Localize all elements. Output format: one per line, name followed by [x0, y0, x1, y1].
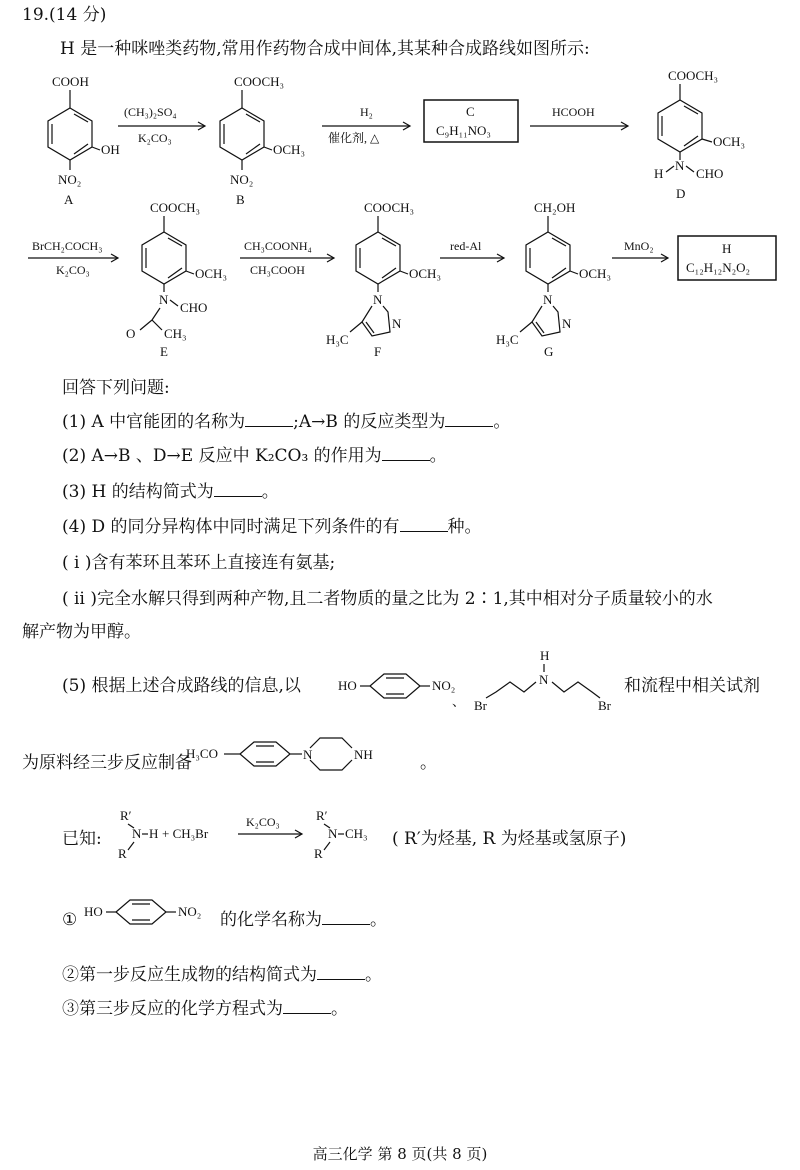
g-h3c: H₃C — [496, 332, 519, 347]
r2-h: H — [540, 648, 550, 663]
q1-part-a: (1) A 中官能团的名称为 — [62, 412, 246, 432]
e-ch3: CH₃ — [164, 326, 187, 341]
q1-end: 。 — [493, 412, 511, 432]
q3-part-a: (3) H 的结构简式为 — [62, 482, 214, 502]
e-och3: OCH₃ — [195, 266, 227, 281]
b-no2: NO₂ — [230, 172, 254, 187]
question-header — [22, 4, 106, 26]
r2-br2: Br — [598, 698, 611, 713]
question-4 — [62, 516, 482, 538]
q5-part-b: 和流程中相关试剂 — [624, 676, 760, 696]
sub-question-3 — [62, 998, 348, 1020]
d-och3: OCH₃ — [713, 134, 745, 149]
question-4-cond-ii-line2: 解产物为甲醇。 — [22, 622, 141, 642]
q4-end: 种。 — [447, 517, 482, 537]
q5-reactants — [334, 646, 624, 716]
h-label: H — [722, 241, 732, 256]
known-note: ( R′为烃基, R 为烃基或氢原子) — [392, 829, 627, 849]
r1-ho: HO — [338, 678, 357, 693]
question-4-cond-ii-line1: ( ⅱ )完全水解只得到两种产物,且二者物质的量之比为 2∶1,其中相对分子质量较小的水 — [62, 589, 713, 609]
t-nh: NH — [354, 747, 373, 762]
a-no2: NO₂ — [58, 172, 82, 187]
known-reaction — [114, 806, 394, 866]
q5-part-d: 。 — [420, 753, 437, 773]
g-n1: N — [543, 292, 553, 307]
a-cooh: COOH — [52, 74, 89, 89]
r2-n: N — [539, 672, 549, 687]
e-o: O — [126, 326, 136, 341]
reagent-bc-bottom: 催化剂, △ — [328, 131, 380, 145]
f-cooch3: COOCH₃ — [364, 200, 415, 215]
a-oh: OH — [101, 142, 120, 157]
q5-part-c: 为原料经三步反应制备 — [22, 753, 192, 773]
c-label: C — [466, 104, 475, 119]
k2-rprime: R′ — [316, 808, 328, 823]
f-label: F — [374, 344, 382, 359]
k2-r: R — [314, 846, 323, 861]
q3-end: 。 — [261, 482, 279, 502]
compound-g — [496, 200, 611, 359]
sub-question-1 — [220, 909, 387, 931]
r-sep: 、 — [452, 694, 466, 709]
k-reagent: K₂CO₃ — [246, 815, 280, 829]
q5-target — [184, 728, 434, 778]
f-n2: N — [392, 316, 402, 331]
reagent-de-top: BrCH₂COCH₃ — [32, 239, 103, 253]
k-rprime: R′ — [120, 808, 132, 823]
reagent-ab-bottom: K₂CO₃ — [138, 131, 172, 145]
sub1-text: 的化学名称为 — [220, 910, 322, 930]
r1-no2: NO₂ — [432, 678, 456, 693]
reagent-ab-top: (CH₃)₂SO₄ — [124, 105, 177, 119]
page-footer: 高三化学 第 8 页(共 8 页) — [312, 1145, 488, 1163]
compound-b — [220, 74, 305, 207]
reagent-fg-top: red-Al — [450, 239, 482, 253]
sub-question-2 — [62, 964, 382, 986]
q1-part-b: ;A→B 的反应类型为 — [293, 412, 446, 432]
q3-blank[interactable] — [214, 482, 262, 497]
question-4-cond-i: ( ⅰ )含有苯环且苯环上直接连有氨基; — [62, 553, 336, 573]
f-och3: OCH₃ — [409, 266, 441, 281]
d-label: D — [676, 186, 686, 201]
s1-ho: HO — [84, 904, 103, 919]
d-n: N — [675, 158, 685, 173]
synthesis-scheme — [0, 60, 800, 360]
sub3-end: 。 — [331, 999, 348, 1019]
b-cooch3: COOCH₃ — [234, 74, 285, 89]
sub1-end: 。 — [370, 910, 387, 930]
k-r: R — [118, 846, 127, 861]
e-n: N — [159, 292, 169, 307]
t-n: N — [303, 747, 313, 762]
known-label: 已知: — [62, 829, 102, 849]
t-h3co: H₃CO — [186, 746, 218, 761]
e-label: E — [160, 344, 168, 359]
reagent-gh-top: MnO₂ — [624, 239, 654, 253]
question-2 — [62, 445, 447, 467]
reagent-ef-bottom: CH₃COOH — [250, 263, 305, 277]
b-label: B — [236, 192, 245, 207]
question-intro: H 是一种咪唑类药物,常用作药物合成中间体,其某种合成路线如图所示: — [60, 39, 590, 59]
sub2-end: 。 — [365, 965, 382, 985]
q4-part-a: (4) D 的同分异构体中同时满足下列条件的有 — [62, 517, 400, 537]
q2-part-a: (2) A→B 、D→E 反应中 K₂CO₃ 的作用为 — [62, 446, 382, 466]
answer-prompt: 回答下列问题: — [62, 378, 170, 398]
reagent-bc-top: H₂ — [360, 105, 373, 119]
e-cho: CHO — [180, 300, 208, 315]
compound-f — [326, 200, 441, 359]
q1-blank-1[interactable] — [245, 412, 293, 427]
g-n2: N — [562, 316, 572, 331]
sub1-blank[interactable] — [322, 910, 370, 925]
g-label: G — [544, 344, 554, 359]
b-och3: OCH₃ — [273, 142, 305, 157]
sub1-structure — [82, 890, 222, 936]
q4-blank[interactable] — [400, 517, 448, 532]
compound-e — [126, 200, 227, 359]
compound-d — [654, 68, 745, 201]
sub2-blank[interactable] — [317, 965, 365, 980]
sub1-num: ① — [62, 910, 78, 930]
d-cooch3: COOCH₃ — [668, 68, 719, 83]
compound-a — [48, 74, 120, 207]
f-h3c: H₃C — [326, 332, 349, 347]
question-number: 19. — [22, 5, 50, 25]
d-cho: CHO — [696, 166, 724, 181]
c-formula: C₉H₁₁NO₃ — [436, 123, 491, 138]
k-ch3br: + CH₃Br — [162, 826, 209, 841]
k2-ch3: CH₃ — [345, 826, 368, 841]
k-h: H — [149, 826, 159, 841]
a-label: A — [64, 192, 74, 207]
q5-part-a: (5) 根据上述合成路线的信息,以 — [62, 676, 301, 696]
f-n1: N — [373, 292, 383, 307]
sub3-text: ③第三步反应的化学方程式为 — [62, 999, 283, 1019]
e-cooch3: COOCH₃ — [150, 200, 201, 215]
reagent-ef-top: CH₃COONH₄ — [244, 239, 312, 253]
k2-n: N — [328, 826, 338, 841]
question-points: (14 分) — [49, 5, 107, 25]
h-formula: C₁₂H₁₂N₂O₂ — [686, 260, 751, 275]
q2-end: 。 — [429, 446, 447, 466]
q2-blank[interactable] — [382, 446, 430, 461]
reagent-de-bottom: K₂CO₃ — [56, 263, 90, 277]
g-ch2oh: CH₂OH — [534, 200, 576, 215]
g-och3: OCH₃ — [579, 266, 611, 281]
question-3 — [62, 481, 279, 503]
sub2-text: ②第一步反应生成物的结构简式为 — [62, 965, 317, 985]
k-n: N — [132, 826, 142, 841]
question-1 — [62, 411, 510, 433]
s1-no2: NO₂ — [178, 904, 202, 919]
d-h: H — [654, 166, 664, 181]
r2-br1: Br — [474, 698, 487, 713]
q1-blank-2[interactable] — [445, 412, 493, 427]
sub3-blank[interactable] — [283, 999, 331, 1014]
reagent-cd-top: HCOOH — [552, 105, 595, 119]
